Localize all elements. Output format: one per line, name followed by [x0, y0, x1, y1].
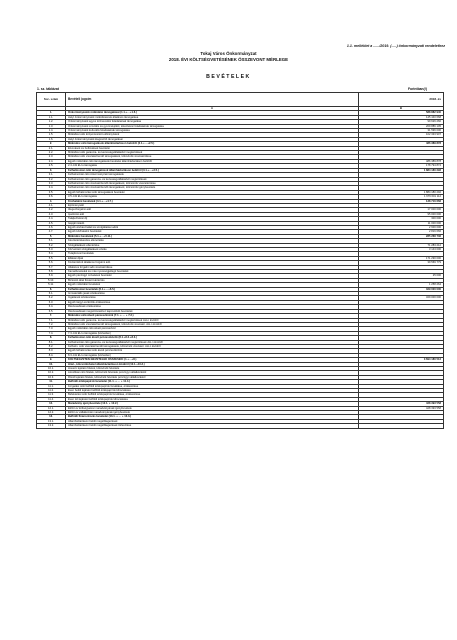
row-amount: 285 268 736	[359, 234, 444, 238]
row-amount: 2 816 666	[359, 230, 444, 234]
row-label: Ingatlanok értékesítése	[66, 296, 359, 300]
row-label: Előző év költségvetési maradványának igénybevétele	[66, 406, 359, 410]
row-amount: 329 000 000	[359, 287, 444, 291]
row-amount: 1 258 264	[359, 283, 444, 287]
row-amount	[359, 424, 444, 428]
row-label: Felhalmozási célú garancia- és kezességvállalásból megtérülések	[66, 177, 359, 181]
row-number: 1.6.	[37, 137, 66, 141]
row-label: Egyéb tárgyi eszközök értékesítése	[66, 300, 359, 304]
row-number: 6.	[37, 287, 66, 291]
row-label: Előző év vállalkozási maradványának igénybevétele	[66, 411, 359, 415]
row-number: 12.	[37, 402, 66, 406]
row-number: 2.1.	[37, 146, 66, 150]
row-label: Iparűzési adó	[66, 212, 359, 216]
row-amount: 329 000 000	[359, 296, 444, 300]
row-amount: 17 000 000	[359, 208, 444, 212]
row-number: 13.2.	[37, 424, 66, 428]
annex-note: 1.1. melléklet a ....../2019. (.....) önkormányzati rendelethez	[346, 44, 445, 48]
row-number: 11.3.	[37, 393, 66, 397]
row-number: 5.6.	[37, 261, 66, 265]
row-label: Államháztartáson belüli megelőlegezések	[66, 419, 359, 423]
row-number: 8.3.	[37, 349, 66, 353]
row-number: 13.1.	[37, 419, 66, 423]
revenue-table	[36, 92, 444, 429]
row-label: Éven túli lejáratú belföldi értékpapírok kibocsátása	[66, 397, 359, 401]
row-label: Szolgáltatások ellenértéke	[66, 243, 359, 247]
row-number: 2.3.	[37, 155, 66, 159]
row-number: 4.	[37, 199, 66, 203]
row-number: 7.4.	[37, 331, 66, 335]
row-number: 6.4.	[37, 305, 66, 309]
row-label: Működési célú visszatérítendő támogatások, kölcsönök visszatér. ÁH-n kívülről	[66, 322, 359, 326]
row-label: Működési célú támogatások államháztartáson belülről (2.1.+…+2.5.)	[66, 142, 359, 146]
row-label: Készletértékesítés ellenértéke	[66, 239, 359, 243]
row-number: 10.	[37, 362, 66, 366]
col-header-number: Sor- szám	[37, 93, 66, 107]
table-row	[37, 424, 444, 428]
row-label: Maradvány igénybevétele (12.1. + 12.2.)	[66, 402, 359, 406]
table-body	[37, 111, 444, 428]
row-label: Működési célú garancia- és kezességvállalásból megtérülések	[66, 151, 359, 155]
row-amount: 209 886 105	[359, 124, 444, 128]
row-number: 10.3.	[37, 375, 66, 379]
currency-unit: Forintban(!)	[407, 87, 427, 91]
row-amount: 1 676 601 112	[359, 195, 444, 199]
row-label: KÖLTSÉGVETÉSI BEVÉTELEK ÖSSZESEN: (1.+…+8.)	[66, 358, 359, 362]
row-number: 10.1.	[37, 366, 66, 370]
col-letter-title: A	[66, 107, 359, 111]
row-label: Biztosító által fizetett kártérítés	[66, 278, 359, 282]
row-number: 4.4.	[37, 217, 66, 221]
row-number: 13.	[37, 415, 66, 419]
row-label: Önkormányzatok működési támogatásai (1.1.+…+1.6.)	[66, 111, 359, 115]
row-amount: 71 283 212	[359, 243, 444, 247]
table-header-row	[37, 93, 444, 107]
row-label: Működési bevételek (5.1.+…+5.11.)	[66, 234, 359, 238]
row-amount: 486 389 878	[359, 142, 444, 146]
row-number: 11.4.	[37, 397, 66, 401]
row-number: 5.7.	[37, 265, 66, 269]
row-number: 5.	[37, 234, 66, 238]
row-label: Részesedések értékesítése	[66, 305, 359, 309]
row-label: Működési célú visszatérítendő támogatások, kölcsönök visszatérülése	[66, 155, 359, 159]
row-number: 3.	[37, 168, 66, 172]
row-label: Felhalmozási bevételek (6.1.+…+6.5.)	[66, 287, 359, 291]
row-number: 8.2.	[37, 344, 66, 348]
row-amount: 39 569 779	[359, 261, 444, 265]
row-amount: 3 694 180 512	[359, 358, 444, 362]
row-number: 4.6.	[37, 225, 66, 229]
row-label: Önkormányzatok kulturális feladatainak támogatása	[66, 129, 359, 133]
row-label: Talajterhelési díj	[66, 217, 359, 221]
row-number: 7.3.	[37, 327, 66, 331]
row-label: Működési célú központosított előirányzatok	[66, 133, 359, 137]
row-number: 1.1.	[37, 115, 66, 119]
row-label: Belföldi értékpapírok bevételei (11.1. + … + 11.4.)	[66, 380, 359, 384]
row-number: 4.1.	[37, 203, 66, 207]
row-label: Tulajdonosi bevételek	[66, 252, 359, 256]
row-label: Hitel-, kölcsönfelvétel államháztartáson kívülről (10.1.+10.3.)	[66, 362, 359, 366]
row-number: 3.3.	[37, 181, 66, 185]
row-number: 5.8.	[37, 270, 66, 274]
row-number: 11.	[37, 380, 66, 384]
row-label: Kiszámlázott általános forgalmi adó	[66, 261, 359, 265]
row-number: 6.1.	[37, 292, 66, 296]
row-label: Hosszú lejáratú hitelek, kölcsönök felvétele	[66, 366, 359, 370]
row-label: Felhalm. célú visszatérítendő támogatások, kölcsönök visszatér. ÁH-n kívülről	[66, 344, 359, 348]
row-number: 1.	[37, 111, 66, 115]
row-number: 1.2.	[37, 120, 66, 124]
row-label: Egyéb pénzügyi műveletek bevételei	[66, 274, 359, 278]
row-number: 5.11.	[37, 283, 66, 287]
row-label: 8.3.-ból EU-s támogatás (közvetlen)	[66, 353, 359, 357]
row-amount: 1 884 180 292	[359, 190, 444, 194]
row-amount: 486 389 878	[359, 159, 444, 163]
row-amount: 25 000	[359, 274, 444, 278]
row-label: Idegenforgalmi adó	[66, 208, 359, 212]
row-label: Felhalmozási célú önkormányzati támogatások	[66, 173, 359, 177]
row-label: Belföldi finanszírozás bevételei (13.1. + … + 13.3.)	[66, 415, 359, 419]
row-label: Közhatalmi bevételek (4.1.+…+4.7.)	[66, 199, 359, 203]
row-label: Felhalmozási célú visszatérítendő támogatások, kölcsönök igénybevétele	[66, 186, 359, 190]
row-amount: 99 626 260	[359, 120, 444, 124]
col-header-amount: 2018. év	[359, 93, 444, 107]
row-label: 2.4.-ből EU-s támogatás	[66, 164, 359, 168]
row-label: Helyi önkormányzatok működésének általános támogatása	[66, 115, 359, 119]
row-amount: 428 393 558	[359, 406, 444, 410]
row-number: 3.2.	[37, 177, 66, 181]
row-label: Egyéb működési célú támogatások bevételei államháztartáson belülről	[66, 159, 359, 163]
row-number: 7.2.	[37, 322, 66, 326]
row-label: Éven belüli lejáratú belföldi értékpapírok kibocsátása	[66, 389, 359, 393]
row-label: Egyéb közhatalmi bevételek	[66, 230, 359, 234]
row-label: Egyéb működési bevételek	[66, 283, 359, 287]
row-label: Államháztartáson belüli megelőlegezések törlesztése	[66, 424, 359, 428]
col-letter-amount: B	[359, 107, 444, 111]
row-label: 7.3.-ból EU-s támogatás (közvetlen)	[66, 331, 359, 335]
row-number: 12.1.	[37, 406, 66, 410]
row-label: Helyi önkormányzatok kiegészítő támogatásai	[66, 137, 359, 141]
row-number: 5.2.	[37, 243, 66, 247]
row-number: 3.1.	[37, 173, 66, 177]
row-number: 11.1.	[37, 384, 66, 388]
row-number: 3.4.	[37, 186, 66, 190]
row-amount: 2 600 000	[359, 225, 444, 229]
row-number: 1.4.	[37, 129, 66, 133]
row-number: 2.4.	[37, 159, 66, 163]
row-amount: 3 143 000	[359, 248, 444, 252]
row-number: 6.5.	[37, 309, 66, 313]
row-label: 3.5.-ből EU-s támogatás	[66, 195, 359, 199]
row-label: Felhalmozási célú átvett pénzeszközök (8.1.+8.2.+8.3.)	[66, 336, 359, 340]
row-number: 4.7.	[37, 230, 66, 234]
document-title: 2018. ÉVI KÖLTSÉGVETÉSÉNEK ÖSSZEVONT MÉRLEGE	[168, 57, 289, 62]
row-number: 1.3.	[37, 124, 66, 128]
row-number: 10.2.	[37, 371, 66, 375]
row-amount: 31 596 000	[359, 129, 444, 133]
row-label: Közvetített szolgáltatások értéke	[66, 248, 359, 252]
table-id: 1. sz. táblázat	[37, 87, 59, 91]
row-number: 8.4.	[37, 353, 66, 357]
row-label: Egyéb felhalmozási célú átvett pénzeszközök	[66, 349, 359, 353]
row-amount: 95 000 000	[359, 212, 444, 216]
row-amount: 300 000	[359, 217, 444, 221]
row-label: Kamatbevételek és más nyereségjellegű bevételek	[66, 270, 359, 274]
row-number: 2.	[37, 142, 66, 146]
row-label: Immateriális javak értékesítése	[66, 292, 359, 296]
row-label: Egyéb áruhasználati és szolgáltatási adók	[66, 225, 359, 229]
row-label: Működési célú garancia- és kezességvállalásból megtérülések ÁH-n kívülről	[66, 318, 359, 322]
row-number: 2.2.	[37, 151, 66, 155]
row-number: 5.3.	[37, 248, 66, 252]
row-number: 3.6.	[37, 195, 66, 199]
row-label: Felhalmozási célú támogatások államháztartáson belülről (3.1.+…+3.5.)	[66, 168, 359, 172]
row-number: 8.1.	[37, 340, 66, 344]
row-amount: 588 882 940	[359, 111, 444, 115]
row-number: 3.5.	[37, 190, 66, 194]
row-number: 2.5.	[37, 164, 66, 168]
row-label: Építményadó	[66, 203, 359, 207]
row-label: Gépjárműadó	[66, 221, 359, 225]
organization-name: Tokaj Város Önkormányzat	[200, 51, 257, 56]
row-label: Általános forgalmi adó visszatérülése	[66, 265, 359, 269]
row-number: 8.	[37, 336, 66, 340]
col-header-title: Bevételi jogcím	[66, 93, 359, 107]
row-label: Elvonások és befizetések bevételei	[66, 146, 359, 150]
row-number: 4.2.	[37, 208, 66, 212]
row-label: Önkormányzatok egyes köznevelési feladatainak támogatása	[66, 120, 359, 124]
row-label: Működési célú átvett pénzeszközök (7.1. + … + 7.3.)	[66, 314, 359, 318]
row-number: 4.5.	[37, 221, 66, 225]
section-heading: BEVÉTELEK	[206, 74, 251, 80]
row-label: Forgatási célú belföldi értékpapírok beváltása, értékesítése	[66, 384, 359, 388]
row-label: Részesedések megszűnéséhez kapcsolódó bevételek	[66, 309, 359, 313]
row-number: 4.3.	[37, 212, 66, 216]
row-number: 11.2.	[37, 389, 66, 393]
row-amount: 428 393 558	[359, 402, 444, 406]
row-number: 5.10.	[37, 278, 66, 282]
row-label: Egyéb felhalmozási célú támogatások bevételei	[66, 190, 359, 194]
row-number: 1.5.	[37, 133, 66, 137]
row-label: Rövid lejáratú hitelek, kölcsönök felvétele pénzügyi vállalkozástól	[66, 375, 359, 379]
row-amount: 138 716 666	[359, 199, 444, 203]
row-number: 9.	[37, 358, 66, 362]
row-label: Befektetési célú belföldi értékpapírok beváltása, értékesítése	[66, 393, 359, 397]
row-label: Egyéb működési célú átvett pénzeszköz	[66, 327, 359, 331]
row-label: Likviditási célú hitelek, kölcsönök felvétele pénzügyi vállalkozástól	[66, 371, 359, 375]
row-number: 5.4.	[37, 252, 66, 256]
row-number: 7.1.	[37, 318, 66, 322]
row-number: 5.1.	[37, 239, 66, 243]
row-amount: 178 794 874	[359, 164, 444, 168]
row-amount: 145 440 668	[359, 115, 444, 119]
row-amount: 1 884 180 292	[359, 168, 444, 172]
row-number: 7.	[37, 314, 66, 318]
row-number: 6.2.	[37, 296, 66, 300]
row-number: 5.9.	[37, 274, 66, 278]
row-amount: 11 000 000	[359, 221, 444, 225]
row-label: Felhalmozási célú visszatérítendő támogatások, kölcsönök visszatérülése	[66, 181, 359, 185]
row-amount: 102 333 907	[359, 133, 444, 137]
row-number: 5.5.	[37, 256, 66, 260]
row-number: 12.2.	[37, 411, 66, 415]
row-amount: 171 290 000	[359, 256, 444, 260]
row-number: 6.3.	[37, 300, 66, 304]
row-label: Önkormányzatok szociális és gyermekjóléti, étkeztetési feladatainak támogatása	[66, 124, 359, 128]
row-label: Ellátási díjak	[66, 256, 359, 260]
row-label: Felhalmozási célú garancia- és kezességvállalásból megtérülések ÁH-n kívülről	[66, 340, 359, 344]
